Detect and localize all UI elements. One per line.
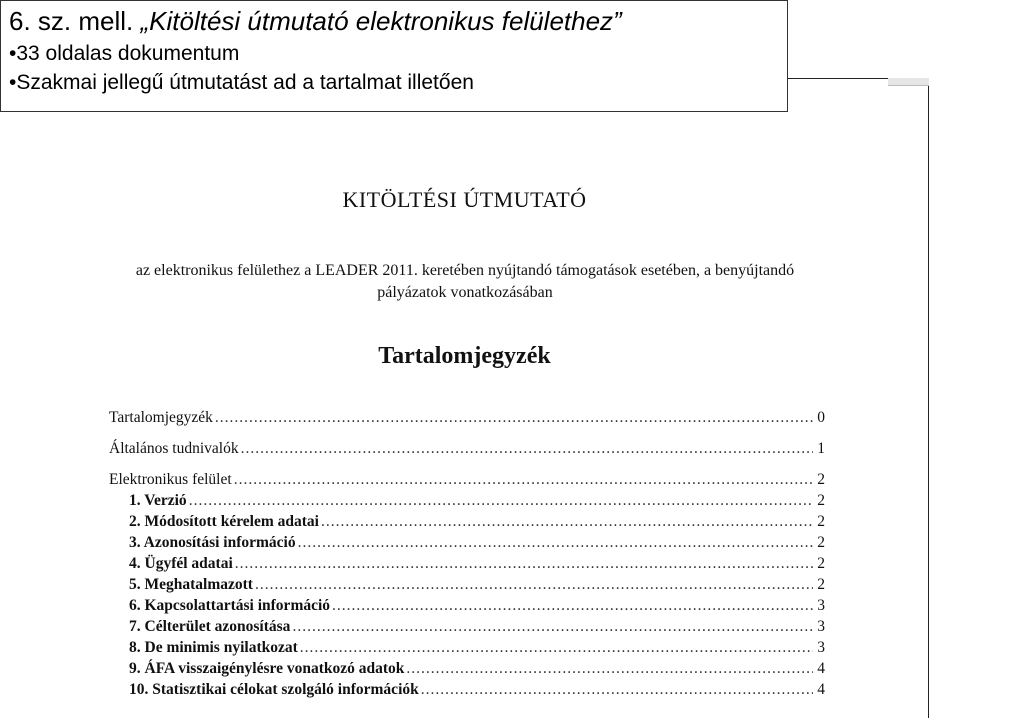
document-title: KITÖLTÉSI ÚTMUTATÓ [342, 187, 587, 212]
toc-entry-page: 3 [817, 618, 825, 635]
toc-entry-label: Elektronikus felület [109, 471, 232, 488]
toc-subentry [109, 553, 825, 574]
document-subtitle: az elektronikus felülethez a LEADER 2011. keretében nyújtandó támogatások esetében, a benyújtandó pályázatok vonatkozásában [135, 262, 795, 301]
toc-entry-label: Tartalomjegyzék [109, 409, 213, 426]
toc-leader-dots [321, 511, 813, 532]
table-of-contents [109, 407, 825, 700]
toc-entry-page: 4 [817, 681, 825, 698]
toc-entry-page: 4 [817, 660, 825, 677]
toc-leader-dots [421, 679, 813, 700]
toc-entry-page: 3 [817, 639, 825, 656]
toc-leader-dots [298, 532, 813, 553]
toc-subentry [109, 490, 825, 511]
toc-leader-dots [215, 407, 813, 428]
toc-leader-dots [234, 469, 813, 490]
toc-entry-label: 8. De minimis nyilatkozat [129, 639, 298, 656]
toc-subentry [109, 679, 825, 700]
toc-entry-page: 3 [817, 597, 825, 614]
toc-entry-label: 6. Kapcsolattartási információ [129, 597, 331, 614]
toc-leader-dots [406, 658, 813, 679]
toc-entry-page: 0 [817, 409, 825, 426]
slide-title-italic: „Kitöltési útmutató elektronikus felülethez” [140, 6, 622, 36]
toc-entry-label: 4. Ügyfél adatai [129, 555, 233, 572]
toc-entry-page: 2 [817, 492, 825, 509]
toc-subentry [109, 637, 825, 658]
toc-leader-dots [255, 574, 813, 595]
toc-leader-dots [300, 637, 813, 658]
toc-entry-page: 2 [817, 471, 825, 488]
toc-entry-label: Általános tudnivalók [109, 440, 239, 457]
toc-subentry [109, 595, 825, 616]
toc-subentry [109, 511, 825, 532]
toc-leader-dots [332, 595, 813, 616]
toc-heading: Tartalomjegyzék [378, 343, 551, 369]
toc-entry-label: 5. Meghatalmazott [129, 576, 253, 593]
toc-entry-page: 2 [817, 555, 825, 572]
toc-leader-dots [235, 553, 813, 574]
toc-leader-dots [292, 616, 813, 637]
toc-leader-dots [189, 490, 813, 511]
slide-callout-box [0, 0, 788, 112]
toc-entry-label: 9. ÁFA visszaigénylésre vonatkozó adatok [129, 660, 405, 677]
toc-subentry [109, 658, 825, 679]
toc-leader-dots [241, 438, 813, 459]
slide-title [9, 3, 779, 39]
bullet-page-count: •33 oldalas dokumentum [9, 42, 240, 65]
toc-entry-label: 3. Azonosítási információ [129, 534, 296, 551]
bullet-guidance: •Szakmai jellegű útmutatást ad a tartalmat illetően [9, 71, 474, 94]
toc-subentry [109, 574, 825, 595]
toc-entry-label: 1. Verzió [129, 492, 187, 509]
slide-title-prefix: 6. sz. mell. [9, 6, 141, 36]
page-corner-tab [888, 78, 929, 86]
toc-entry-page: 2 [817, 576, 825, 593]
toc-entry [109, 469, 825, 490]
toc-entry-page: 1 [817, 440, 825, 457]
toc-entry-label: 7. Célterület azonosítása [129, 618, 291, 635]
toc-entry [109, 407, 825, 428]
toc-entry-page: 2 [817, 534, 825, 551]
toc-subentry [109, 532, 825, 553]
toc-entry-label: 2. Módosított kérelem adatai [129, 513, 319, 530]
toc-entry [109, 438, 825, 459]
toc-subentry [109, 616, 825, 637]
toc-entry-label: 10. Statisztikai célokat szolgáló információk [129, 681, 419, 698]
toc-entry-page: 2 [817, 513, 825, 530]
